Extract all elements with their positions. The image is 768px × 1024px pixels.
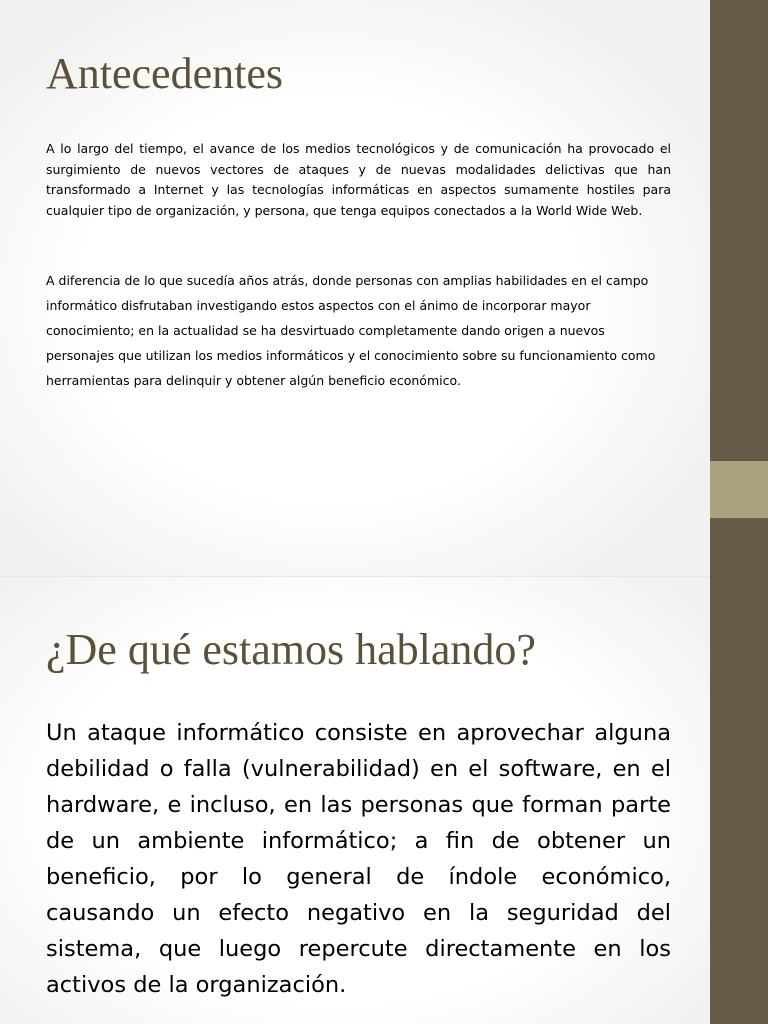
sidebar-accent-block xyxy=(710,461,768,518)
slide-title: Antecedentes xyxy=(46,49,283,98)
body-paragraph: Un ataque informático consiste en aprovechar alguna debilidad o falla (vulnerabilidad) en el software, en el hardware, e incluso, en las personas que forman parte de un ambiente informático; a fin de obtener un beneficio, por lo general de índole económico, causando un efecto negativo en la seguridad del sistema, que luego repercute directamente en los activos de la organización. xyxy=(46,720,671,998)
body-paragraph: A lo largo del tiempo, el avance de los medios tecnológicos y de comunicación ha provocado el surgimiento de nuevos vectores de ataques y de nuevas modalidades delictivas que han transformado a Internet y las tecnologías informáticas en aspectos sumamente hostiles para cualquier tipo de organización, y persona, que tenga equipos conectados a la World Wide Web. xyxy=(46,141,671,218)
slide-title: ¿De qué estamos hablando? xyxy=(46,625,536,674)
slide-de-que-estamos-hablando xyxy=(0,577,768,1024)
body-paragraph: A diferencia de lo que sucedía años atrás, donde personas con amplias habilidades en el campo informático disfrutaban investigando estos aspectos con el ánimo de incorporar mayor conocimiento; en la actualidad se ha desvirtuado completamente dando origen a nuevos personajes que utilizan los medios informáticos y el conocimiento sobre su funcionamiento como herramientas para delinquir y obtener algún beneficio económico. xyxy=(46,273,656,388)
